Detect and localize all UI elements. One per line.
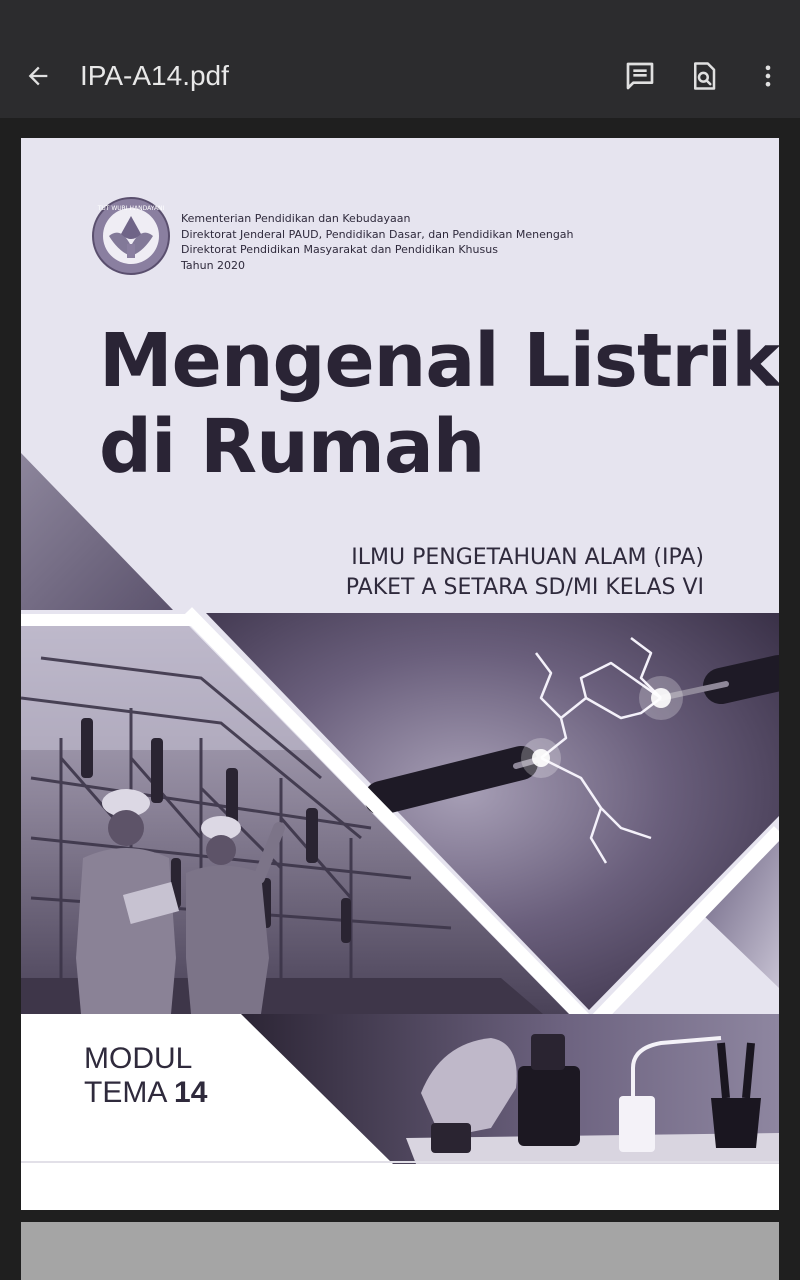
org-line: Tahun 2020 (181, 258, 246, 272)
back-button[interactable] (18, 56, 58, 96)
more-vert-icon (754, 62, 782, 90)
theme-label: TEMA (84, 1076, 166, 1109)
subject-line-1: ILMU PENGETAHUAN ALAM (IPA) (351, 545, 704, 570)
document-title: IPA-A14.pdf (80, 60, 229, 91)
find-in-page-button[interactable] (682, 54, 726, 98)
book-title-line-1: Mengenal Listrik (99, 318, 779, 404)
subject-line-2: PAKET A SETARA SD/MI KELAS VI (345, 575, 704, 600)
pdf-page[interactable] (21, 138, 779, 1210)
cover-artwork (21, 138, 779, 1164)
org-line: Direktorat Jenderal PAUD, Pendidikan Dasar, dan Pendidikan Menengah (181, 227, 574, 241)
svg-text:TUT WURI HANDAYANI: TUT WURI HANDAYANI (97, 205, 165, 212)
comment-icon (624, 60, 656, 92)
more-options-button[interactable] (746, 54, 790, 98)
app-toolbar (0, 0, 800, 118)
book-cover (21, 138, 779, 1164)
book-title-line-2: di Rumah (99, 404, 485, 490)
theme-number: 14 (174, 1076, 208, 1109)
next-pdf-page[interactable] (21, 1222, 779, 1280)
tut-wuri-handayani-logo (91, 196, 171, 276)
theme-label-line (84, 1076, 207, 1110)
org-line: Kementerian Pendidikan dan Kebudayaan (181, 212, 411, 225)
book-title (99, 318, 779, 490)
subject-info (346, 543, 704, 603)
publisher-info (181, 211, 574, 273)
module-label-block (84, 1042, 207, 1110)
find-in-page-icon (689, 61, 719, 91)
org-line: Direktorat Pendidikan Masyarakat dan Pendidikan Khusus (181, 243, 498, 256)
back-arrow-icon (24, 62, 52, 90)
comment-button[interactable] (618, 54, 662, 98)
module-label: MODUL (84, 1042, 193, 1075)
